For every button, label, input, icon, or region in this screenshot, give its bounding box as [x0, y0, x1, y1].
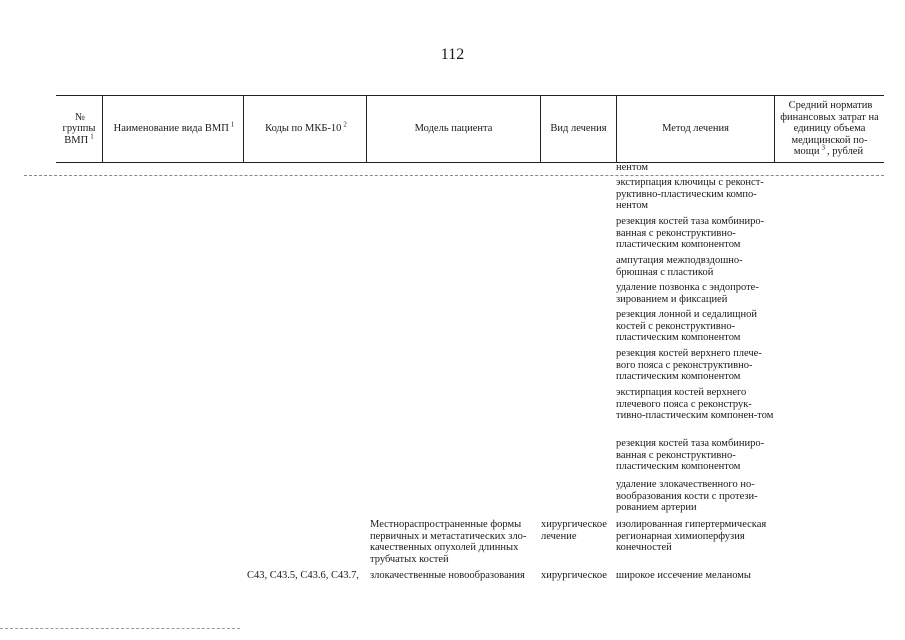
method-item-8: резекция костей таза комбиниро-ванная с реконструктивно-пластическим компонентом [616, 438, 765, 472]
method-item-1: экстирпация ключицы с реконст-руктивно-пластическим компо-нентом [616, 177, 764, 211]
header-group-number-footnote: 1 [90, 132, 94, 141]
table-header [56, 95, 884, 163]
header-treatment-method-label: Метод лечения [662, 123, 729, 135]
header-average-cost [774, 96, 884, 162]
row2-patient-model: Местнораспространенные формы первичных и метастатических зло-качественных опухолей длинных трубчатых костей [370, 519, 527, 565]
header-average-cost-label: Средний норматив финансовых затрат на единицу объема медицинской по-мощи [780, 100, 879, 158]
method-item-0: нентом [616, 162, 649, 173]
header-treatment-type [540, 96, 616, 162]
row2-treatment-method: изолированная гипертермическая регионарная химиоперфузия конечностей [616, 519, 767, 553]
method-item-5: резекция лонной и седалищной костей с реконструктивно-пластическим компонентом [616, 309, 757, 343]
method-item-9: удаление злокачественного но-вообразования кости с протези-рованием артерии [616, 479, 758, 513]
header-icd-codes-footnote: 2 [343, 120, 347, 129]
row3-patient-model: злокачественные новообразования [370, 570, 525, 581]
row2-treatment-type: хирургическое лечение [541, 519, 607, 542]
row3-icd-codes: C43, C43.5, C43.6, C43.7, [247, 570, 360, 581]
row3-treatment-type: хирургическое [541, 570, 607, 581]
method-item-6: резекция костей верхнего плече-вого пояса с реконструктивно-пластическим компонентом [616, 348, 762, 382]
method-item-4: удаление позвонка с эндопроте-зированием и фиксацией [616, 282, 759, 305]
header-treatment-method [616, 96, 774, 162]
header-vmp-name [102, 96, 243, 162]
header-group-number [56, 96, 102, 162]
page-number: 112 [440, 46, 465, 63]
header-icd-codes-label: Коды по МКБ-10 [265, 123, 342, 135]
header-patient-model [366, 96, 540, 162]
header-group-number-label: № группы ВМП [62, 111, 96, 146]
scan-artifact-bottom-line [0, 628, 240, 630]
header-vmp-name-label: Наименование вида ВМП [113, 123, 229, 135]
method-item-2: резекция костей таза комбиниро-ванная с реконструктивно-пластическим компонентом [616, 216, 765, 250]
row3-treatment-method: широкое иссечение меланомы [616, 570, 751, 581]
header-average-cost-footnote: 3 [821, 143, 826, 152]
header-average-cost-unit: , рублей [827, 146, 864, 158]
method-item-7: экстирпация костей верхнего плечевого пояса с реконструк-тивно-пластическим компонен-том [616, 387, 774, 421]
header-patient-model-label: Модель пациента [414, 123, 493, 135]
header-treatment-type-label: Вид лечения [550, 123, 607, 135]
header-icd-codes [243, 96, 366, 162]
header-vmp-name-footnote: 1 [230, 120, 235, 129]
method-item-3: ампутация межподвздошно-брюшная с пластикой [616, 255, 743, 278]
